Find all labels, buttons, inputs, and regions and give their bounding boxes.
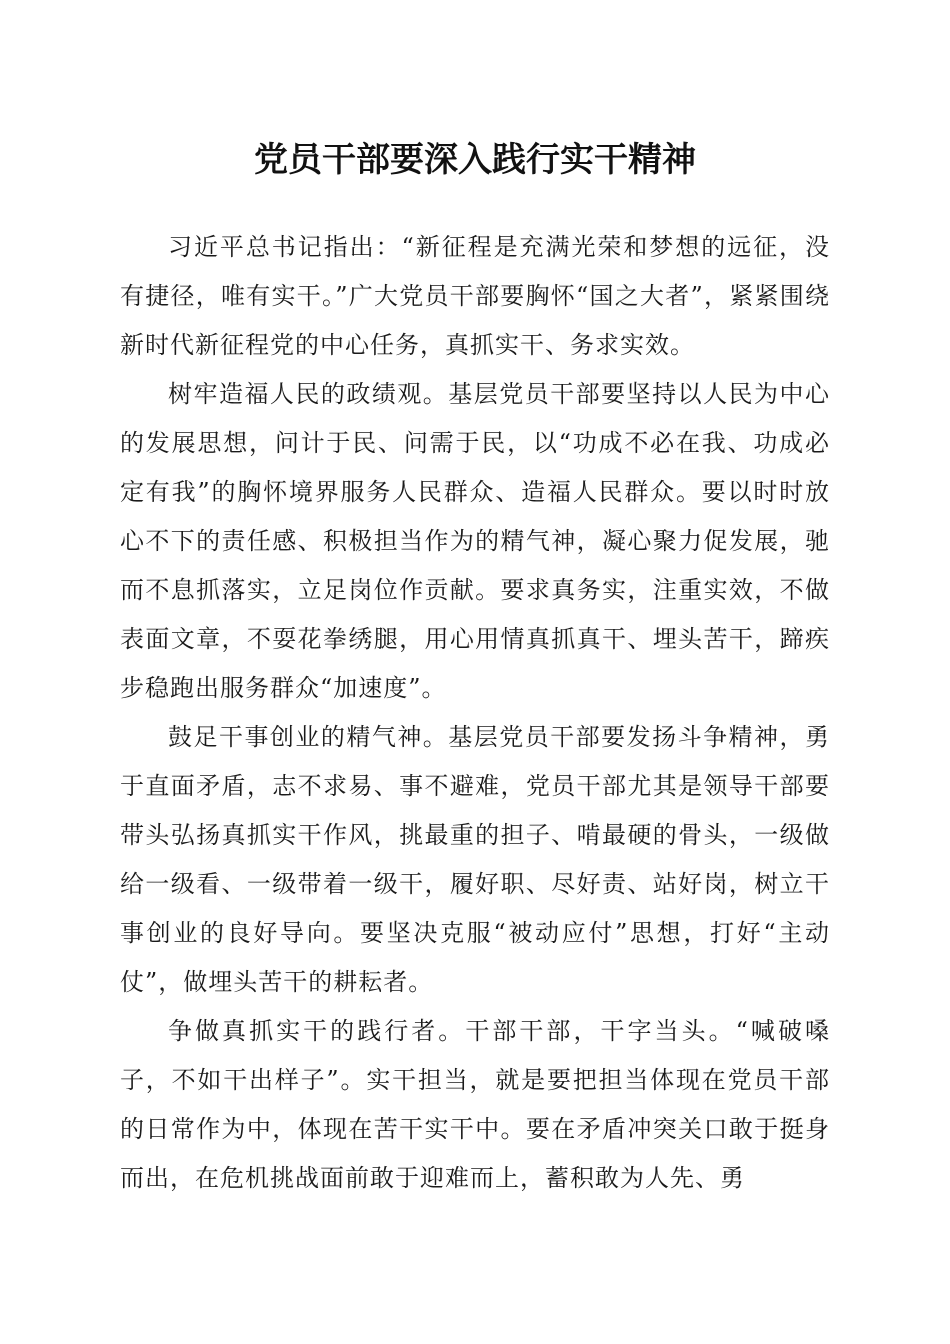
paragraph-intro: 习近平总书记指出：“新征程是充满光荣和梦想的远征，没有捷径，唯有实干。”广大党员干部要胸怀“国之大者”，紧紧围绕新时代新征程党的中心任务，真抓实干、务求实效。 <box>120 233 830 359</box>
document-title: 党员干部要深入践行实干精神 <box>254 140 696 180</box>
paragraph-people-centered: 树牢造福人民的政绩观。基层党员干部要坚持以人民为中心的发展思想，问计于民、问需于民，以“功成不必在我、功成必定有我”的胸怀境界服务人民群众、造福人民群众。要以时时放心不下的责任感、积极担当作为的精气神，凝心聚力促发展，驰而不息抓落实，立足岗位作贡献。要求真务实，注重实效，不做表面文章，不耍花拳绣腿，用心用情真抓真干、埋头苦干，蹄疾步稳跑出服务群众“加速度”。 <box>120 380 830 702</box>
paragraph-practitioner: 争做真抓实干的践行者。干部干部，干字当头。“喊破嗓子，不如干出样子”。实干担当，就是要把担当体现在党员干部的日常作为中，体现在苦干实干中。要在矛盾冲突关口敢于挺身而出，在危机挑战面前敢于迎难而上，蓄积敢为人先、勇 <box>120 1017 830 1192</box>
document-body <box>120 223 830 1203</box>
paragraph-spirit: 鼓足干事创业的精气神。基层党员干部要发扬斗争精神，勇于直面矛盾，志不求易、事不避难，党员干部尤其是领导干部要带头弘扬真抓实干作风，挑最重的担子、啃最硬的骨头，一级做给一级看、一级带着一级干，履好职、尽好责、站好岗，树立干事创业的良好导向。要坚决克服“被动应付”思想，打好“主动仗”，做埋头苦干的耕耘者。 <box>120 723 830 996</box>
